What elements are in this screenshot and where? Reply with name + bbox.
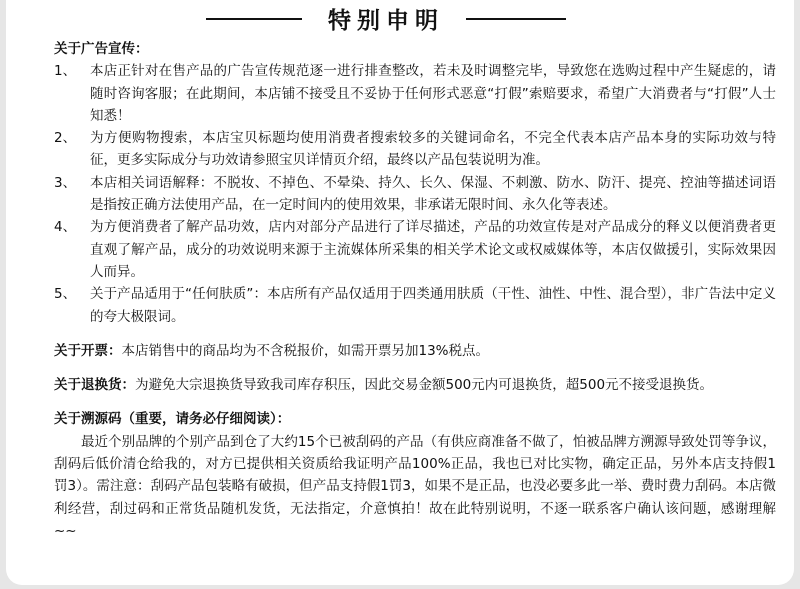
refund-paragraph xyxy=(54,374,776,396)
section-gap xyxy=(54,328,776,340)
ad-item-text: 本店相关词语解释：不脱妆、不掉色、不晕染、持久、长久、保湿、不刺激、防水、防汗、提亮、控油等描述词语是指按正确方法使用产品，在一定时间内的使用效果，非承诺无限时间、永久化等表述。 xyxy=(90,174,776,214)
ad-item-number: 3、 xyxy=(54,174,77,191)
header-rule-right xyxy=(466,18,566,20)
refund-text: 为避免大宗退换货导致我司库存积压，因此交易金额500元内可退换货，超500元不接受退换货。 xyxy=(135,377,714,394)
notice-header xyxy=(6,0,794,40)
ad-item-number: 1、 xyxy=(54,63,77,80)
ad-item-text: 为方便购物搜索，本店宝贝标题均使用消费者搜索较多的关键词命名，不完全代表本店产品本身的实际功效与特征，更多实际成分与功效请参照宝贝详情页介绍，最终以产品包装说明为准。 xyxy=(90,130,776,169)
ad-item-number: 4、 xyxy=(54,219,77,236)
page-title: 特别申明 xyxy=(328,8,444,34)
ad-item xyxy=(54,172,776,217)
invoice-paragraph xyxy=(54,340,776,362)
ad-item-text: 为方便消费者了解产品功效，店内对部分产品进行了详尽描述，产品的功效宣传是对产品成分的释义以便消费者更直观了解产品，成分的功效说明来源于主流媒体所采集的相关学术论文或权威媒体等，本店仅做援引，实际效果因人而异。 xyxy=(90,219,776,280)
notice-content xyxy=(54,38,776,542)
refund-section-title: 关于退换货： xyxy=(54,377,135,394)
notice-card xyxy=(6,0,794,585)
header-rule-left xyxy=(206,18,302,20)
trace-section-title: 关于溯源码（重要，请务必仔细阅读）： xyxy=(54,411,291,428)
trace-text: 最近个别品牌的个别产品到仓了大约15个已被刮码的产品（有供应商准备不做了，怕被品牌方溯源导致处罚等争议，刮码后低价清仓给我的，对方已提供相关资质给我证明产品100%正品，我也已对比实物，确定正品，另外本店支持假1罚3）。需注意：刮码产品包装略有破损，但产品支持假1罚3，如果不是正品，也没必要多此一举、费时费力刮码。本店微利经营，刮过码和正常货品随机发货，无法指定，介意慎拍！故在此特别说明，不逐一联系客户确认该问题，感谢理解~~ xyxy=(54,433,776,539)
ad-item xyxy=(54,60,776,127)
ad-item-number: 5、 xyxy=(54,286,77,303)
section-gap xyxy=(54,396,776,408)
ad-item xyxy=(54,127,776,172)
ad-item-text: 关于产品适用于“任何肤质”：本店所有产品仅适用于四类通用肤质（干性、油性、中性、混合型），非广告法中定义的夸大极限词。 xyxy=(90,286,776,325)
invoice-section-title: 关于开票： xyxy=(54,342,122,359)
ad-item-text: 本店正针对在售产品的广告宣传规范逐一进行排查整改，若未及时调整完毕，导致您在选购过程中产生疑虑的，请随时咨询客服；在此期间，本店铺不接受且不妥协于任何形式恶意“打假”索赔要求，希望广大消费者与“打假”人士知悉！ xyxy=(90,63,776,124)
ad-item-number: 2、 xyxy=(54,130,77,147)
ad-item xyxy=(54,283,776,328)
ad-item xyxy=(54,216,776,283)
invoice-text: 本店销售中的商品均为不含税报价，如需开票另加13%税点。 xyxy=(121,342,490,359)
section-gap xyxy=(54,362,776,374)
ad-section-title: 关于广告宣传： xyxy=(54,41,149,57)
